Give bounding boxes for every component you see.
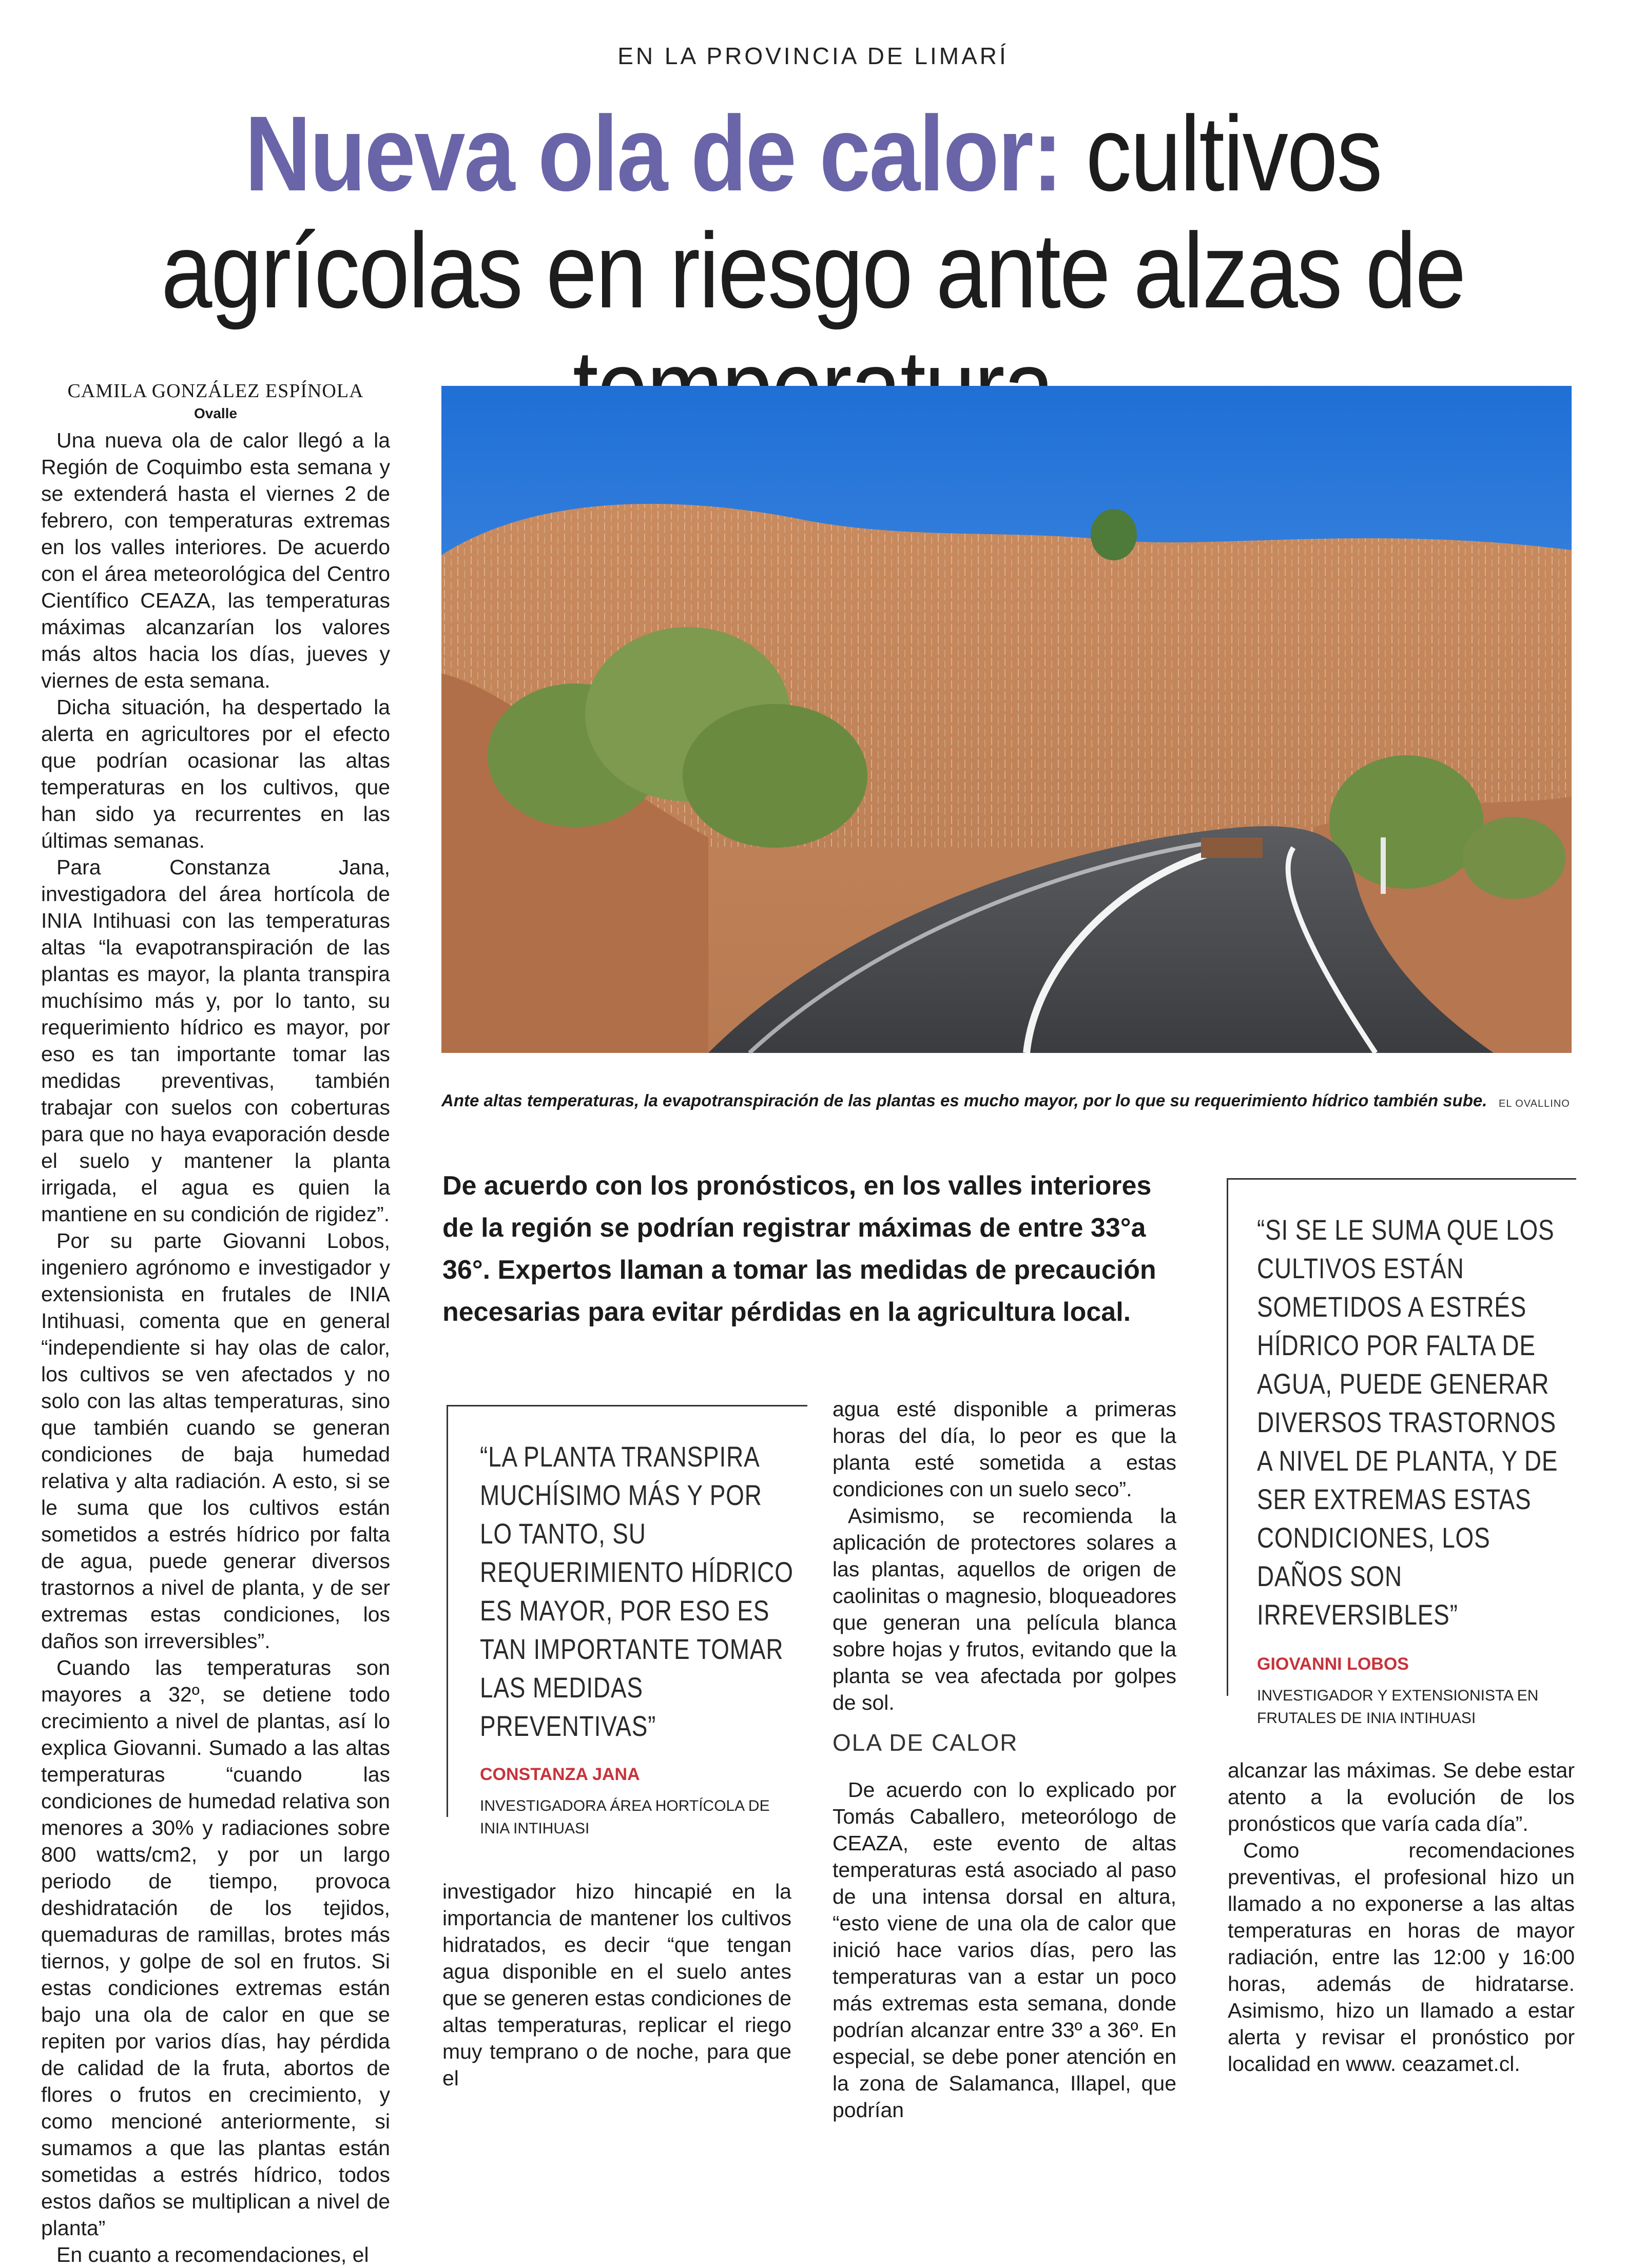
article-column-4 bbox=[1228, 1757, 1575, 2085]
paragraph: investigador hizo hincapié en la importancia de mantener los cultivos hidratados, es decir “que tengan agua disponible en el suelo antes que se generen estas condiciones de altas temperaturas, replicar el riego muy temprano o de noche, para que el bbox=[442, 1880, 791, 2090]
pull-quote-1 bbox=[447, 1405, 807, 1837]
pull-quote-2 bbox=[1227, 1178, 1576, 1727]
article-column-2 bbox=[442, 1878, 791, 2090]
section-kicker: EN LA PROVINCIA DE LIMARÍ bbox=[617, 43, 1009, 69]
paragraph: alcanzar las máximas. Se debe estar atento a la evolución de los pronósticos que varía cada día”. bbox=[1228, 1758, 1575, 1835]
road-vineyard-illustration bbox=[441, 386, 1572, 1053]
paragraph: agua esté disponible a primeras horas del día, lo peor es que la planta esté sometida a estas condiciones con un suelo seco”. bbox=[833, 1397, 1176, 1501]
byline-author: CAMILA GONZÁLEZ ESPÍNOLA bbox=[67, 380, 364, 402]
article-photo bbox=[441, 386, 1572, 1053]
pull-quote-text: “SI SE LE SUMA QUE LOS CULTIVOS ESTÁN SOMETIDOS A ESTRÉS HÍDRICO POR FALTA DE AGUA, PUEDE GENERAR DIVERSOS TRASTORNOS A NIVEL DE PLANTA, Y DE SER EXTREMAS ESTAS CONDICIONES, LOS DAÑOS SON IRREVERSIBLES” bbox=[1257, 1214, 1558, 1631]
paragraph: De acuerdo con lo explicado por Tomás Caballero, meteorólogo de CEAZA, este evento de altas temperaturas está asociado al paso de una intensa dorsal en altura, “esto viene de una ola de calor que inició hace varios días, pero las temperaturas van a estar un poco más extremas esta semana, donde podrían alcanzar entre 33º a 36º. En especial, se debe poner atención en la zona de Salamanca, Illapel, que podrían bbox=[833, 1778, 1176, 2122]
paragraph: Una nueva ola de calor llegó a la Región de Coquimbo esta semana y se extenderá hasta el viernes 2 de febrero, con temperaturas extremas en los valles interiores. De acuerdo con el área meteorológica del Centro Científico CEAZA, las temperaturas máximas alcanzarían los valores más altos hacia los días, jueves y viernes de esta semana. bbox=[41, 428, 390, 692]
article-summary: De acuerdo con los pronósticos, en los valles interiores de la región se podrían registrar máximas de entre 33°a 36°. Expertos llaman a tomar las medidas de precaución necesarias para evitar pérdidas en la agricultura local. bbox=[442, 1171, 1156, 1327]
paragraph: Por su parte Giovanni Lobos, ingeniero agrónomo e investigador y extensionista en frutales de INIA Intihuasi, comenta que en general “independiente si hay olas de calor, los cultivos se ven afectados y no solo con las altas temperaturas, sino que también cuando se generan condiciones de baja humedad relativa y alta radiación. A esto, si se le suma que los cultivos están sometidos a estrés hídrico por falta de agua, puede generar diversos trastornos a nivel de planta, y de ser extremas estas condiciones, los daños son irreversibles”. bbox=[41, 1229, 390, 1653]
paragraph: Cuando las temperaturas son mayores a 32º, se detiene todo crecimiento a nivel de plantas, así lo explica Giovanni. Sumado a las altas temperaturas “cuando las condiciones de humedad relativa son menores a 30% y radiaciones sobre 800 watts/cm2, y por un largo periodo de tiempo, provoca deshidratación de los tejidos, quemaduras de ramillas, brotes más tiernos, y golpe de sol en frutos. Si estas condiciones extremas están bajo una ola de calor en que se repiten por varios días, hay pérdida de calidad de la fruta, abortos de flores o frutos en crecimiento, y como mencioné anteriormente, si sumamos a que las plantas están sometidas a estrés hídrico, todos estos daños se multiplican a nivel de planta” bbox=[41, 1656, 390, 2240]
headline-rest: cultivos agrícolas en riesgo ante alzas de bbox=[161, 94, 1465, 330]
photo-credit: EL OVALLINO bbox=[1499, 1098, 1570, 1109]
pull-quote-text: “LA PLANTA TRANSPIRA MUCHÍSIMO MÁS Y POR LO TANTO, SU REQUERIMIENTO HÍDRICO ES MAYOR, POR ESO ES TAN IMPORTANTE TOMAR LAS MEDIDAS PREVENTIVAS” bbox=[480, 1440, 793, 1742]
paragraph: Dicha situación, ha despertado la alerta en agricultores por el efecto que podrían ocasionar las altas temperaturas en los cultivos, que han sido ya recurrentes en las últimas semanas. bbox=[41, 695, 390, 852]
article-column-1 bbox=[41, 427, 390, 2266]
section-subhead: OLA DE CALOR bbox=[833, 1729, 1018, 1756]
pull-quote-role: INVESTIGADOR Y EXTENSIONISTA EN FRUTALES DE INIA INTIHUASI bbox=[1257, 1687, 1539, 1727]
paragraph: Para Constanza Jana, investigadora del área hortícola de INIA Intihuasi con las temperaturas altas “la evapotranspiración de las plantas es mayor, la planta transpira muchísimo más y, por lo tanto, su requerimiento hídrico es mayor, por eso es tan importante tomar las medidas preventivas, también trabajar con suelos con coberturas para que no haya evaporación desde el suelo y mantener la planta irrigada, el agua es quien la mantiene en su condición de rigidez”. bbox=[41, 855, 390, 1226]
paragraph: En cuanto a recomendaciones, el bbox=[56, 2243, 369, 2266]
byline-location: Ovalle bbox=[193, 405, 238, 421]
paragraph: Como recomendaciones preventivas, el profesional hizo un llamado a no exponerse a las altas temperaturas en horas de mayor radiación, entre las 12:00 y 16:00 horas, además de hidratarse. Asimismo, hizo un llamado a estar alerta y revisar el pronóstico por localidad en www. ceazamet.cl. bbox=[1228, 1839, 1575, 2076]
pull-quote-author: GIOVANNI LOBOS bbox=[1257, 1654, 1409, 1674]
photo-caption: Ante altas temperaturas, la evapotranspiración de las plantas es mucho mayor, por lo que su requerimiento hídrico también sube. bbox=[441, 1091, 1487, 1110]
pull-quote-author: CONSTANZA JANA bbox=[480, 1765, 640, 1784]
pull-quote-role: INVESTIGADORA ÁREA HORTÍCOLA DE INIA INTIHUASI bbox=[480, 1797, 770, 1837]
paragraph: Asimismo, se recomienda la aplicación de protectores solares a las plantas, aquellos de origen de caolinitas o magnesio, bloqueadores que generan una película blanca sobre hojas y frutos, evitando que la planta se vea afectada por golpes de sol. bbox=[833, 1504, 1176, 1714]
headline-lead: Nueva ola de calor: bbox=[244, 94, 1062, 213]
article-column-3 bbox=[833, 1396, 1176, 2122]
